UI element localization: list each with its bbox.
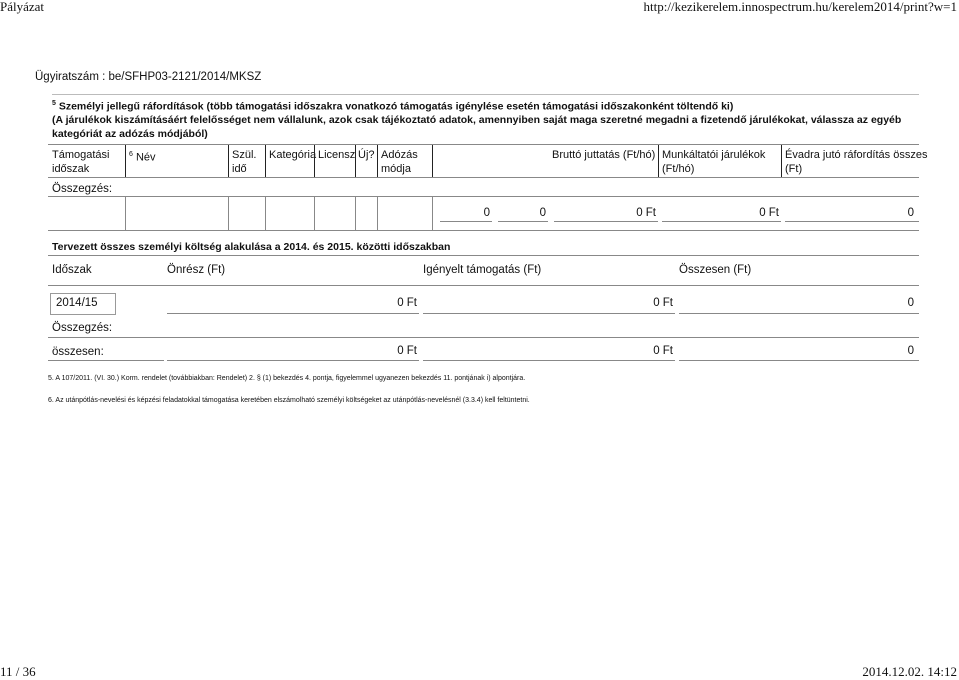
table1-summary-label: Összegzés: (52, 183, 113, 195)
field-underline (679, 360, 919, 361)
total-requested: 0 Ft (653, 345, 673, 357)
row-period: 2014/15 (56, 297, 98, 309)
col-name (129, 148, 156, 165)
col-birth (232, 148, 256, 176)
col-annual (785, 148, 927, 176)
col2-own: Önrész (Ft) (167, 264, 226, 276)
table2-top-border (48, 255, 919, 256)
table2-header-bottom (48, 285, 919, 286)
col-divider (125, 196, 126, 230)
total-own: 0 Ft (397, 345, 417, 357)
row-own: 0 Ft (397, 297, 417, 309)
section-line-1: Személyi jellegű ráfordítások (több támogatási időszakra vonatkozó támogatás igénylése esetén támogatási időszakonként töltendő ki) (58, 100, 734, 113)
row-requested: 0 Ft (653, 297, 673, 309)
col-employer-line1: Munkáltatói járulékok (662, 149, 766, 161)
col2-period: Időszak (52, 264, 92, 276)
print-footer-page: 11 / 36 (0, 664, 36, 679)
table2-summary-top (48, 337, 919, 338)
section-line-3: kategóriát az adózás módjából) (52, 127, 208, 140)
table1-header-bottom (48, 177, 919, 178)
col-period-line1: Támogatási (52, 149, 110, 161)
col-divider (355, 145, 356, 177)
total-label: összesen: (52, 346, 104, 358)
field-underline (167, 360, 419, 361)
section-heading (52, 97, 932, 141)
section-divider (52, 94, 919, 95)
col-tax-line1: Adózás (381, 149, 418, 161)
section-line-2: (A járulékok kiszámításáért felelősséget nem vállalunk, azok csak tájékoztató adatok, amennyiben saját maga szeretné megadni a fizetendő járulékokat, válassza az egyéb (52, 114, 902, 126)
col-name-label: Név (135, 151, 156, 164)
col-employer (662, 148, 765, 176)
sum-gross-c: 0 Ft (636, 207, 656, 219)
field-underline (423, 360, 675, 361)
table1-bottom-border (48, 230, 919, 231)
col2-requested: Igényelt támogatás (Ft) (423, 264, 542, 276)
col-employer-line2: (Ft/hó) (662, 163, 695, 175)
table1-top-border (48, 144, 919, 145)
field-underline (440, 221, 492, 222)
col-divider (658, 145, 659, 177)
sum-employer: 0 Ft (759, 207, 779, 219)
col-tax (381, 148, 418, 176)
col-tax-line2: módja (381, 163, 411, 175)
case-number: Ügyiratszám : be/SFHP03-2121/2014/MKSZ (35, 71, 262, 83)
col-divider (377, 196, 378, 230)
col-period-line2: időszak (52, 163, 90, 175)
col2-total: Összesen (Ft) (679, 264, 752, 276)
col-divider (377, 145, 378, 177)
col-divider (228, 196, 229, 230)
col-divider (125, 145, 126, 177)
field-underline (662, 221, 781, 222)
col-divider (265, 145, 266, 177)
col-category: Kategória (269, 149, 317, 161)
col-new: Új? (358, 149, 375, 161)
print-header-url: http://kezikerelem.innospectrum.hu/kerelem2014/print?w=1 (643, 0, 957, 14)
section2-title: Tervezett összes személyi költség alakulása a 2014. és 2015. közötti időszakban (52, 241, 451, 253)
field-underline (167, 313, 419, 314)
col-annual-line1: Évadra jutó ráfordítás összes (785, 149, 928, 161)
field-underline (498, 221, 548, 222)
col-birth-line1: Szül. (232, 149, 257, 161)
total-total: 0 (907, 345, 914, 357)
col-divider (355, 196, 356, 230)
col-period (52, 148, 109, 176)
col-birth-line2: idő (232, 163, 247, 175)
col-divider (781, 145, 782, 177)
print-header-title: Pályázat (0, 0, 45, 14)
col-divider (432, 196, 433, 230)
sum-gross-a: 0 (483, 207, 490, 219)
sum-annual: 0 (907, 207, 914, 219)
col-divider (314, 145, 315, 177)
field-underline (679, 313, 919, 314)
footnote-6: 6. Az utánpótlás-nevelési és képzési feladatokkal támogatása keretében elszámolható személyi költségeket az utánpótlás-nevelésnél (3.3.4) kell feltüntetni. (48, 397, 530, 404)
col-divider (265, 196, 266, 230)
sum-gross-b: 0 (539, 207, 546, 219)
col-divider (432, 145, 433, 177)
field-underline (554, 221, 658, 222)
footnote-5: 5. A 107/2011. (VI. 30.) Korm. rendelet (továbbiakban: Rendelet) 2. § (1) bekezdés 4. pontja, figyelemmel ugyanezen bekezdés 11. pontjának i) alpontjára. (48, 375, 526, 382)
field-underline (48, 360, 164, 361)
table2-summary-label: Összegzés: (52, 322, 113, 334)
print-footer-date: 2014.12.02. 14:12 (862, 664, 957, 679)
col-annual-line2: (Ft) (785, 163, 803, 175)
footnote-ref-5: 5 (52, 100, 56, 107)
col-divider (314, 196, 315, 230)
col-divider (228, 145, 229, 177)
footnote-ref-6: 6 (129, 151, 133, 158)
col-license: Licensz (318, 149, 356, 161)
field-underline (423, 313, 675, 314)
table1-summary-top (48, 196, 919, 197)
col-gross: Bruttó juttatás (Ft/hó) (552, 149, 656, 161)
row-total: 0 (907, 297, 914, 309)
field-underline (785, 221, 919, 222)
